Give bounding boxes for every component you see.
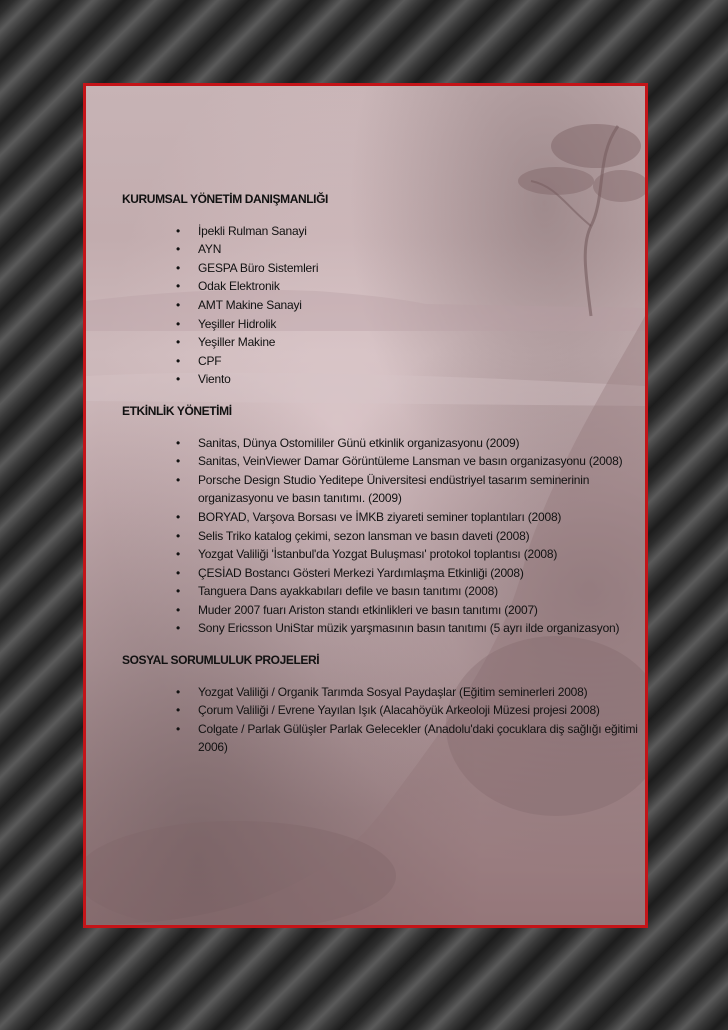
list-item: • Selis Triko katalog çekimi, sezon lansman ve basın daveti (2008) (122, 527, 648, 546)
bullet-icon: • (176, 547, 181, 562)
list-item: • Muder 2007 fuarı Ariston standı etkinlikleri ve basın tanıtımı (2007) (122, 601, 648, 620)
list-item: • Çorum Valiliği / Evrene Yayılan Işık (Alacahöyük Arkeoloji Müzesi projesi 2008) (122, 701, 648, 720)
section-heading-events: ETKİNLİK YÖNETİMİ (122, 403, 232, 418)
list-item: • Sanitas, Dünya Ostomililer Günü etkinlik organizasyonu (2009) (122, 434, 648, 453)
bullet-icon: • (176, 584, 181, 599)
bullet-icon: • (176, 454, 181, 469)
bullet-icon: • (176, 621, 181, 636)
list-item: • Yozgat Valiliği 'İstanbul'da Yozgat Buluşması' protokol toplantısı (2008) (122, 545, 648, 564)
bullet-icon: • (176, 353, 181, 368)
section-heading-social: SOSYAL SORUMLULUK PROJELERİ (122, 653, 320, 668)
bullet-icon: • (176, 509, 181, 524)
bullet-icon: • (176, 472, 181, 487)
list-item: • Yozgat Valiliği / Organik Tarımda Sosyal Paydaşlar (Eğitim seminerleri 2008) (122, 683, 648, 702)
bullet-icon: • (176, 335, 181, 350)
list-item: • İpekli Rulman Sanayi (122, 222, 648, 241)
bullet-icon: • (176, 703, 181, 718)
document-page (83, 83, 648, 928)
bullet-icon: • (176, 372, 181, 387)
list-item: • Sanitas, VeinViewer Damar Görüntüleme Lansman ve basın organizasyonu (2008) (122, 452, 648, 471)
bullet-icon: • (176, 242, 181, 257)
list-item: • CPF (122, 352, 648, 371)
bullet-icon: • (176, 565, 181, 580)
list-item: • Porsche Design Studio Yeditepe Üniversitesi endüstriyel tasarım seminerinin organizasyonu ve basın tanıtımı. (2009) (176, 472, 590, 506)
list-item: • Viento (122, 370, 648, 389)
bullet-icon: • (176, 297, 181, 312)
list-corporate (122, 222, 648, 389)
list-item: • ÇESİAD Bostancı Gösteri Merkezi Yardımlaşma Etkinliği (2008) (122, 564, 648, 583)
list-item: • Yeşiller Hidrolik (122, 315, 648, 334)
bullet-icon: • (176, 279, 181, 294)
bullet-icon: • (176, 721, 181, 736)
bullet-icon: • (176, 223, 181, 238)
bullet-icon: • (176, 435, 181, 450)
list-item: • AMT Makine Sanayi (122, 296, 648, 315)
document-content (122, 190, 648, 770)
list-item: • AYN (122, 240, 648, 259)
list-item: • GESPA Büro Sistemleri (122, 259, 648, 278)
bullet-icon: • (176, 316, 181, 331)
bullet-icon: • (176, 684, 181, 699)
bullet-icon: • (176, 528, 181, 543)
list-item: • BORYAD, Varşova Borsası ve İMKB ziyareti seminer toplantıları (2008) (122, 508, 648, 527)
section-heading-corporate: KURUMSAL YÖNETİM DANIŞMANLIĞI (122, 192, 328, 206)
bullet-icon: • (176, 260, 181, 275)
list-item: • Yeşiller Makine (122, 333, 648, 352)
bullet-icon: • (176, 602, 181, 617)
list-item: • Sony Ericsson UniStar müzik yarşmasının basın tanıtımı (5 ayrı ilde organizasyon) (122, 619, 648, 638)
list-events (122, 434, 648, 639)
list-social (122, 683, 648, 757)
list-item: • Colgate / Parlak Gülüşler Parlak Gelecekler (Anadolu'daki çocuklara diş sağlığı eğitimi 2006) (176, 721, 638, 755)
list-item: • Tanguera Dans ayakkabıları defile ve basın tanıtımı (2008) (122, 582, 648, 601)
list-item: • Odak Elektronik (122, 277, 648, 296)
